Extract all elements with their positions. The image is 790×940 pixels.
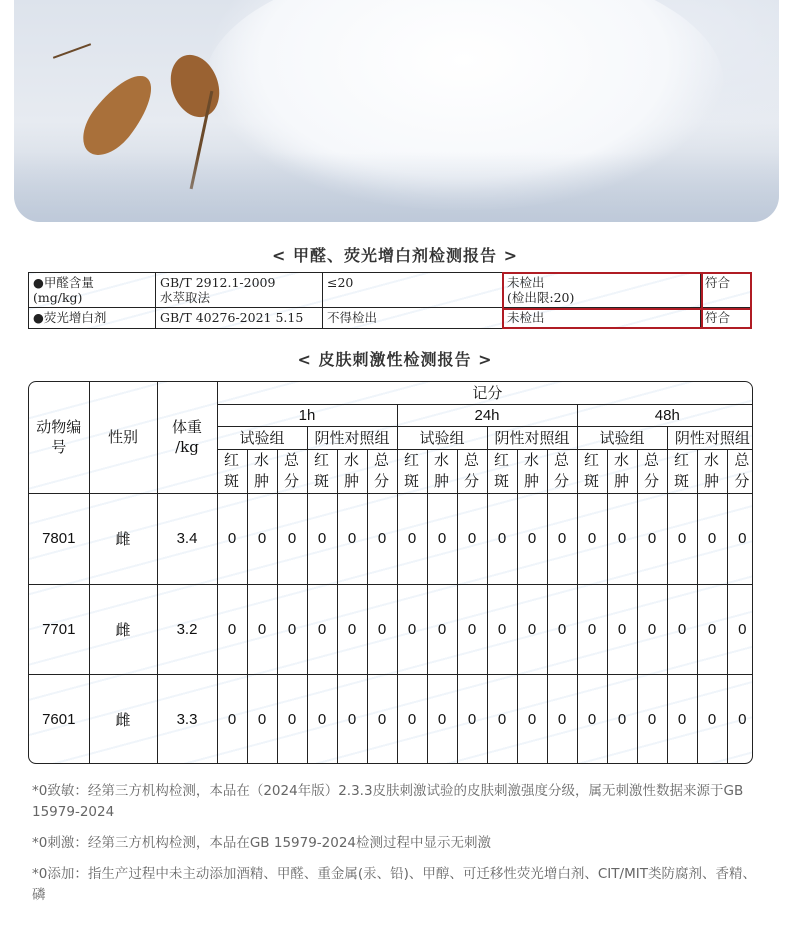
score-cell: 0 (727, 674, 753, 764)
table-row (29, 584, 753, 674)
item-cell: ●甲醛含量 (mg/kg) (29, 273, 156, 307)
score-cell: 0 (277, 493, 307, 584)
note-irritation: *0刺激：经第三方机构检测，本品在GB 15979-2024检测过程中显示无刺激 (32, 835, 492, 851)
score-cell: 0 (427, 493, 457, 584)
score-cell: 0 (337, 674, 367, 764)
result-cell: 未检出 (503, 308, 701, 329)
time-header-1h: 1h (217, 404, 397, 426)
score-cell: 0 (607, 584, 637, 674)
conclusion-cell: 符合 (705, 275, 731, 290)
score-cell: 0 (697, 493, 727, 584)
score-cell: 0 (397, 674, 427, 764)
animal-id-header: 动物编 号 (29, 382, 89, 493)
hero-photo (14, 0, 779, 222)
limit-cell: 不得检出 (323, 308, 503, 329)
score-cell: 0 (637, 493, 667, 584)
table-row (29, 308, 750, 329)
subcol-header: 水 肿 (427, 449, 457, 493)
limit-cell: ≤20 (323, 273, 503, 307)
subcol-header: 红 斑 (667, 449, 697, 493)
animal-id-cell: 7701 (29, 584, 89, 674)
table-row (29, 273, 750, 308)
time-header-48h: 48h (577, 404, 753, 426)
score-cell: 0 (247, 493, 277, 584)
score-cell: 0 (397, 584, 427, 674)
note-allergy: *0致敏：经第三方机构检测，本品在（2024年版）2.3.3皮肤刺激试验的皮肤刺激强度分级，属无刺激性数据来源于GB 15979-2024 (32, 783, 744, 820)
score-cell: 0 (247, 674, 277, 764)
score-cell: 0 (727, 493, 753, 584)
score-cell: 0 (667, 674, 697, 764)
subcol-header: 红 斑 (487, 449, 517, 493)
table-row (29, 493, 753, 584)
score-cell: 0 (487, 674, 517, 764)
score-cell: 0 (637, 584, 667, 674)
score-cell: 0 (337, 493, 367, 584)
score-cell: 0 (307, 674, 337, 764)
score-cell: 0 (277, 674, 307, 764)
subcol-header: 总 分 (547, 449, 577, 493)
report1-title: < 甲醛、荧光增白剂检测报告 > (272, 246, 518, 265)
score-cell: 0 (427, 674, 457, 764)
score-cell: 0 (277, 584, 307, 674)
score-cell: 0 (457, 493, 487, 584)
subcol-header: 水 肿 (607, 449, 637, 493)
group-header-control: 阴性对照组 (307, 426, 397, 449)
score-cell: 0 (607, 493, 637, 584)
subcol-header: 总 分 (637, 449, 667, 493)
score-cell: 0 (367, 493, 397, 584)
subcol-header: 总 分 (277, 449, 307, 493)
score-cell: 0 (307, 584, 337, 674)
score-cell: 0 (577, 493, 607, 584)
score-cell: 0 (727, 584, 753, 674)
score-cell: 0 (517, 493, 547, 584)
score-header: 记分 (217, 382, 753, 404)
score-cell: 0 (697, 584, 727, 674)
sex-header: 性别 (89, 382, 157, 493)
score-cell: 0 (667, 584, 697, 674)
score-cell: 0 (547, 493, 577, 584)
animal-id-cell: 7601 (29, 674, 89, 764)
subcol-header: 红 斑 (307, 449, 337, 493)
note-additives: *0添加：指生产过程中未主动添加酒精、甲醛、重金属(汞、铅)、甲醇、可迁移性荧光增白剂、CIT/MIT类防腐剂、香精、磷 (32, 866, 756, 903)
score-cell: 0 (457, 584, 487, 674)
group-header-control: 阴性对照组 (487, 426, 577, 449)
conclusion-cell: 符合 (705, 310, 731, 325)
score-cell: 0 (457, 674, 487, 764)
subcol-header: 红 斑 (217, 449, 247, 493)
score-cell: 0 (637, 674, 667, 764)
weight-header: 体重 /kg (157, 382, 217, 493)
weight-cell: 3.3 (157, 674, 217, 764)
sex-cell: 雌 (89, 674, 157, 764)
score-cell: 0 (517, 584, 547, 674)
group-header-test: 试验组 (577, 426, 667, 449)
score-cell: 0 (217, 674, 247, 764)
subcol-header: 水 肿 (697, 449, 727, 493)
score-cell: 0 (217, 493, 247, 584)
score-cell: 0 (547, 584, 577, 674)
score-cell: 0 (217, 584, 247, 674)
item-cell: ●荧光增白剂 (29, 308, 156, 329)
subcol-header: 总 分 (367, 449, 397, 493)
skin-irritation-table (28, 381, 753, 764)
score-cell: 0 (487, 584, 517, 674)
score-cell: 0 (517, 674, 547, 764)
subcol-header: 总 分 (727, 449, 753, 493)
group-header-test: 试验组 (397, 426, 487, 449)
animal-id-cell: 7801 (29, 493, 89, 584)
score-cell: 0 (397, 493, 427, 584)
subcol-header: 水 肿 (517, 449, 547, 493)
table-row (29, 674, 753, 764)
score-cell: 0 (337, 584, 367, 674)
footnotes (32, 781, 762, 916)
score-cell: 0 (427, 584, 457, 674)
score-cell: 0 (547, 674, 577, 764)
score-cell: 0 (307, 493, 337, 584)
formaldehyde-fluorescent-table (28, 272, 751, 329)
score-cell: 0 (607, 674, 637, 764)
subcol-header: 水 肿 (247, 449, 277, 493)
score-cell: 0 (697, 674, 727, 764)
weight-cell: 3.2 (157, 584, 217, 674)
standard-cell: GB/T 40276-2021 5.15 (156, 308, 323, 329)
score-cell: 0 (367, 674, 397, 764)
result-cell: 未检出 (检出限:20) (503, 273, 701, 307)
score-cell: 0 (247, 584, 277, 674)
score-cell: 0 (577, 674, 607, 764)
standard-cell: GB/T 2912.1-2009 水萃取法 (156, 273, 323, 307)
sex-cell: 雌 (89, 584, 157, 674)
sex-cell: 雌 (89, 493, 157, 584)
group-header-control: 阴性对照组 (667, 426, 753, 449)
group-header-test: 试验组 (217, 426, 307, 449)
score-cell: 0 (667, 493, 697, 584)
score-cell: 0 (577, 584, 607, 674)
weight-cell: 3.4 (157, 493, 217, 584)
report2-title: < 皮肤刺激性检测报告 > (297, 350, 493, 369)
dried-leaf (72, 64, 165, 165)
subcol-header: 红 斑 (397, 449, 427, 493)
score-cell: 0 (367, 584, 397, 674)
twig (53, 43, 91, 59)
subcol-header: 红 斑 (577, 449, 607, 493)
subcol-header: 总 分 (457, 449, 487, 493)
time-header-24h: 24h (397, 404, 577, 426)
score-cell: 0 (487, 493, 517, 584)
subcol-header: 水 肿 (337, 449, 367, 493)
